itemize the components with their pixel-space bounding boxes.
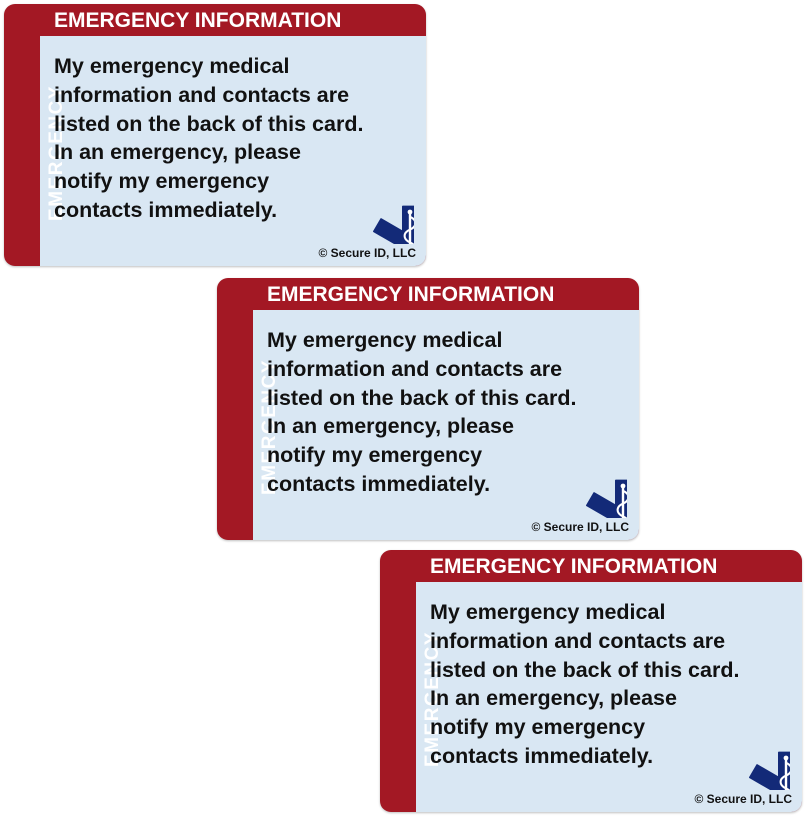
card-message: My emergency medical information and contacts are listed on the back of this card. In an emergency, please notify my emergency contacts immediately. xyxy=(54,54,364,222)
card-header-title: EMERGENCY INFORMATION xyxy=(54,9,342,32)
card-header-title: EMERGENCY INFORMATION xyxy=(430,555,718,578)
card-message: My emergency medical information and contacts are listed on the back of this card. In an emergency, please notify my emergency contacts immediately. xyxy=(267,328,577,496)
copyright-notice: © Secure ID, LLC xyxy=(531,520,629,534)
star-of-life-icon xyxy=(326,164,414,244)
emergency-card-3 xyxy=(380,550,802,812)
copyright-notice: © Secure ID, LLC xyxy=(318,246,416,260)
copyright-notice: © Secure ID, LLC xyxy=(694,792,792,806)
card-header-title: EMERGENCY INFORMATION xyxy=(267,283,555,306)
star-of-life-icon xyxy=(539,438,627,518)
card-side-label: EMERGENCY xyxy=(422,631,443,767)
card-side-label: EMERGENCY xyxy=(46,85,67,221)
card-side-label: EMERGENCY xyxy=(259,359,280,495)
star-of-life-icon xyxy=(702,710,790,790)
card-message: My emergency medical information and contacts are listed on the back of this card. In an emergency, please notify my emergency contacts immediately. xyxy=(430,600,740,768)
emergency-card-1 xyxy=(4,4,426,266)
emergency-card-2 xyxy=(217,278,639,540)
